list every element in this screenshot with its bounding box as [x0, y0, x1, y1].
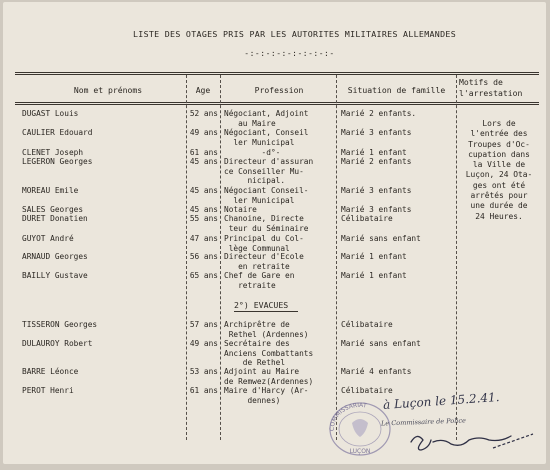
row-name: DUGAST Louis	[22, 109, 79, 118]
row-profession: -d°-	[224, 148, 281, 157]
row-name: DULAUROY Robert	[22, 339, 93, 348]
row-profession: Principal du Col- lège Communal	[224, 234, 304, 253]
row-age: 45 ans	[189, 205, 218, 214]
row-profession: Directeur d'Ecole en retraite	[224, 252, 304, 271]
row-profession: Notaire	[224, 205, 257, 214]
row-profession: Adjoint au Maire de Remwez(Ardennes)	[224, 367, 314, 386]
row-family: Marié 3 enfants	[341, 186, 412, 195]
row-profession: Chef de Gare en retraite	[224, 271, 295, 290]
column-separator	[456, 75, 457, 440]
row-name: BARRE Léonce	[22, 367, 79, 376]
row-age: 45 ans	[189, 157, 218, 166]
column-separator	[336, 75, 337, 440]
row-family: Marié 2 enfants.	[341, 109, 417, 118]
row-family: Marié 4 enfants	[341, 367, 412, 376]
row-age: 57 ans	[189, 320, 218, 329]
row-age: 49 ans	[189, 128, 218, 137]
row-name: CAULIER Edouard	[22, 128, 93, 137]
header-age: Age	[195, 85, 211, 95]
header-family: Situation de famille	[347, 85, 446, 95]
row-family: Célibataire	[341, 320, 393, 329]
arrest-reason-text: Lors de l'entrée des Troupes d'Oc- cupation dans la Ville de Luçon, 24 Ota- ges ont été arrêtés pour une durée de 24 Heures.	[465, 119, 533, 221]
row-profession: Secrétaire des Anciens Combattants de Rethel	[224, 339, 314, 368]
column-separator	[186, 75, 187, 440]
row-profession: Négociant, Conseil ler Municipal	[224, 128, 309, 147]
row-family: Marié 2 enfants	[341, 157, 412, 166]
row-name: PEROT Henri	[22, 386, 74, 395]
row-name: TISSERON Georges	[22, 320, 98, 329]
header-name: Nom et prénoms	[73, 85, 143, 95]
row-name: DURET Donatien	[22, 214, 88, 223]
row-age: 47 ans	[189, 234, 218, 243]
stamp-text-bottom: LUÇON	[349, 448, 371, 455]
row-age: 65 ans	[189, 271, 218, 280]
row-family: Célibataire	[341, 386, 393, 395]
section-label-underline	[234, 311, 298, 312]
row-profession: Chanoine, Directe teur du Séminaire	[224, 214, 309, 233]
row-name: CLENET Joseph	[22, 148, 84, 157]
row-age: 55 ans	[189, 214, 218, 223]
row-family: Marié 3 enfants	[341, 205, 412, 214]
stamp-text-top: COMMISSARIAT	[328, 401, 368, 432]
row-profession: Négociant, Adjoint au Maire	[224, 109, 309, 128]
row-name: MOREAU Emile	[22, 186, 79, 195]
document-title: LISTE DES OTAGES PRIS PAR LES AUTORITES MILITAIRES ALLEMANDES	[132, 29, 456, 39]
row-name: ARNAUD Georges	[22, 252, 88, 261]
title-separator: -:-:-:-:-:-:-:-:-	[244, 49, 335, 58]
row-age: 61 ans	[189, 148, 218, 157]
row-age: 53 ans	[189, 367, 218, 376]
handwritten-signature	[403, 420, 543, 460]
row-family: Marié 1 enfant	[341, 148, 407, 157]
row-name: SALES Georges	[22, 205, 84, 214]
row-family: Marié 3 enfants	[341, 128, 412, 137]
header-bottom-rule	[15, 102, 539, 105]
column-separator	[220, 75, 221, 440]
row-age: 52 ans	[189, 109, 218, 118]
document-sheet	[3, 2, 546, 464]
row-age: 56 ans	[189, 252, 218, 261]
row-family: Marié 1 enfant	[341, 271, 407, 280]
header-motifs-line1: Motifs de	[459, 77, 503, 87]
table-top-rule	[15, 72, 539, 75]
row-family: Marié sans enfant	[341, 339, 421, 348]
row-profession: Négociant Conseil- ler Municipal	[224, 186, 309, 205]
row-profession: Maire d'Harcy (Ar- dennes)	[224, 386, 309, 405]
signature-caption: Le Commissaire de Police	[380, 416, 467, 428]
row-name: LEGERON Georges	[22, 157, 93, 166]
header-motifs-line2: l'arrestation	[459, 88, 523, 98]
header-profession: Profession	[254, 85, 304, 95]
row-name: GUYOT André	[22, 234, 74, 243]
signature-place-date: à Luçon le 15.2.41.	[382, 389, 500, 413]
row-age: 49 ans	[189, 339, 218, 348]
row-age: 61 ans	[189, 386, 218, 395]
row-family: Marié sans enfant	[341, 234, 421, 243]
row-age: 45 ans	[189, 186, 218, 195]
section-label-evacues: 2°) EVACUES	[234, 300, 289, 310]
row-profession: Directeur d'assuran ce Conseiller Mu- nicipal.	[224, 157, 314, 186]
row-profession: Archiprêtre de Rethel (Ardennes)	[224, 320, 309, 339]
row-family: Célibataire	[341, 214, 393, 223]
row-name: BAILLY Gustave	[22, 271, 88, 280]
row-family: Marié 1 enfant	[341, 252, 407, 261]
